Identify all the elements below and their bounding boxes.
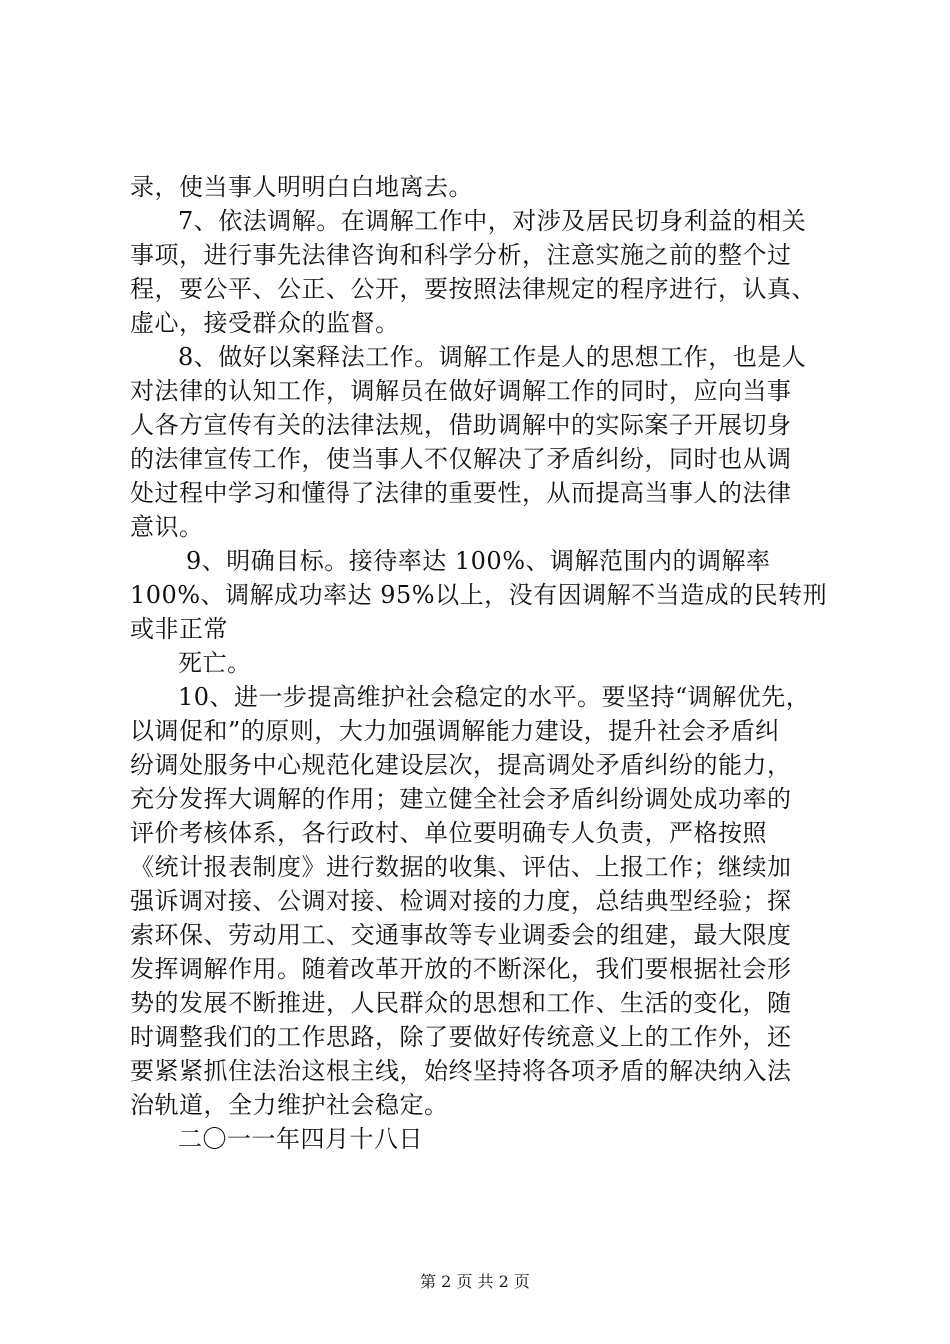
text-line: 程，要公平、公正、公开，要按照法律规定的程序进行，认真、 bbox=[130, 275, 816, 303]
document-body bbox=[130, 170, 860, 1156]
text-line: 死亡。 bbox=[178, 649, 252, 677]
text-line: 发挥调解作用。随着改革开放的不断深化，我们要根据社会形 bbox=[130, 955, 792, 983]
text-line: 充分发挥大调解的作用；建立健全社会矛盾纠纷调处成功率的 bbox=[130, 785, 792, 813]
paragraph-9-line: 9、明确目标。接待率达 100%、调解范围内的调解率 bbox=[186, 547, 771, 575]
paragraph-10-line: 10、进一步提高维护社会稳定的水平。要坚持“调解优先， bbox=[178, 683, 811, 711]
text-line: 强诉调对接、公调对接、检调对接的力度，总结典型经验；探 bbox=[130, 887, 792, 915]
text-line: 虚心，接受群众的监督。 bbox=[130, 309, 400, 337]
text-line: 势的发展不断推进，人民群众的思想和工作、生活的变化，随 bbox=[130, 989, 792, 1017]
text-line: 处过程中学习和懂得了法律的重要性，从而提高当事人的法律 bbox=[130, 479, 792, 507]
paragraph-8-line: 8、做好以案释法工作。调解工作是人的思想工作，也是人 bbox=[178, 343, 807, 371]
text-line: 事项，进行事先法律咨询和科学分析，注意实施之前的整个过 bbox=[130, 241, 792, 269]
page-number: 第 2 页 共 2 页 bbox=[420, 1272, 530, 1291]
text-line: 治轨道，全力维护社会稳定。 bbox=[130, 1091, 449, 1119]
text-line: 时调整我们的工作思路，除了要做好传统意义上的工作外，还 bbox=[130, 1023, 792, 1051]
text-line: 评价考核体系，各行政村、单位要明确专人负责，严格按照 bbox=[130, 819, 767, 847]
text-line: 索环保、劳动用工、交通事故等专业调委会的组建，最大限度 bbox=[130, 921, 792, 949]
text-line: 《统计报表制度》进行数据的收集、评估、上报工作；继续加 bbox=[130, 853, 792, 881]
text-line: 意识。 bbox=[130, 513, 204, 541]
text-line: 对法律的认知工作，调解员在做好调解工作的同时，应向当事 bbox=[130, 377, 792, 405]
text-line: 纷调处服务中心规范化建设层次，提高调处矛盾纠纷的能力， bbox=[130, 751, 792, 779]
text-line: 或非正常 bbox=[130, 615, 228, 643]
text-line: 录，使当事人明明白白地离去。 bbox=[130, 173, 473, 201]
text-line: 要紧紧抓住法治这根主线，始终坚持将各项矛盾的解决纳入法 bbox=[130, 1057, 792, 1085]
document-date: 二〇一一年四月十八日 bbox=[178, 1125, 423, 1153]
text-line: 人各方宣传有关的法律法规，借助调解中的实际案子开展切身 bbox=[130, 411, 792, 439]
text-line: 的法律宣传工作，使当事人不仅解决了矛盾纠纷，同时也从调 bbox=[130, 445, 792, 473]
paragraph-7-line: 7、依法调解。在调解工作中，对涉及居民切身利益的相关 bbox=[178, 207, 807, 235]
text-line: 100%、调解成功率达 95%以上，没有因调解不当造成的民转刑 bbox=[130, 581, 828, 609]
text-line: 以调促和”的原则，大力加强调解能力建设，提升社会矛盾纠 bbox=[130, 717, 780, 745]
